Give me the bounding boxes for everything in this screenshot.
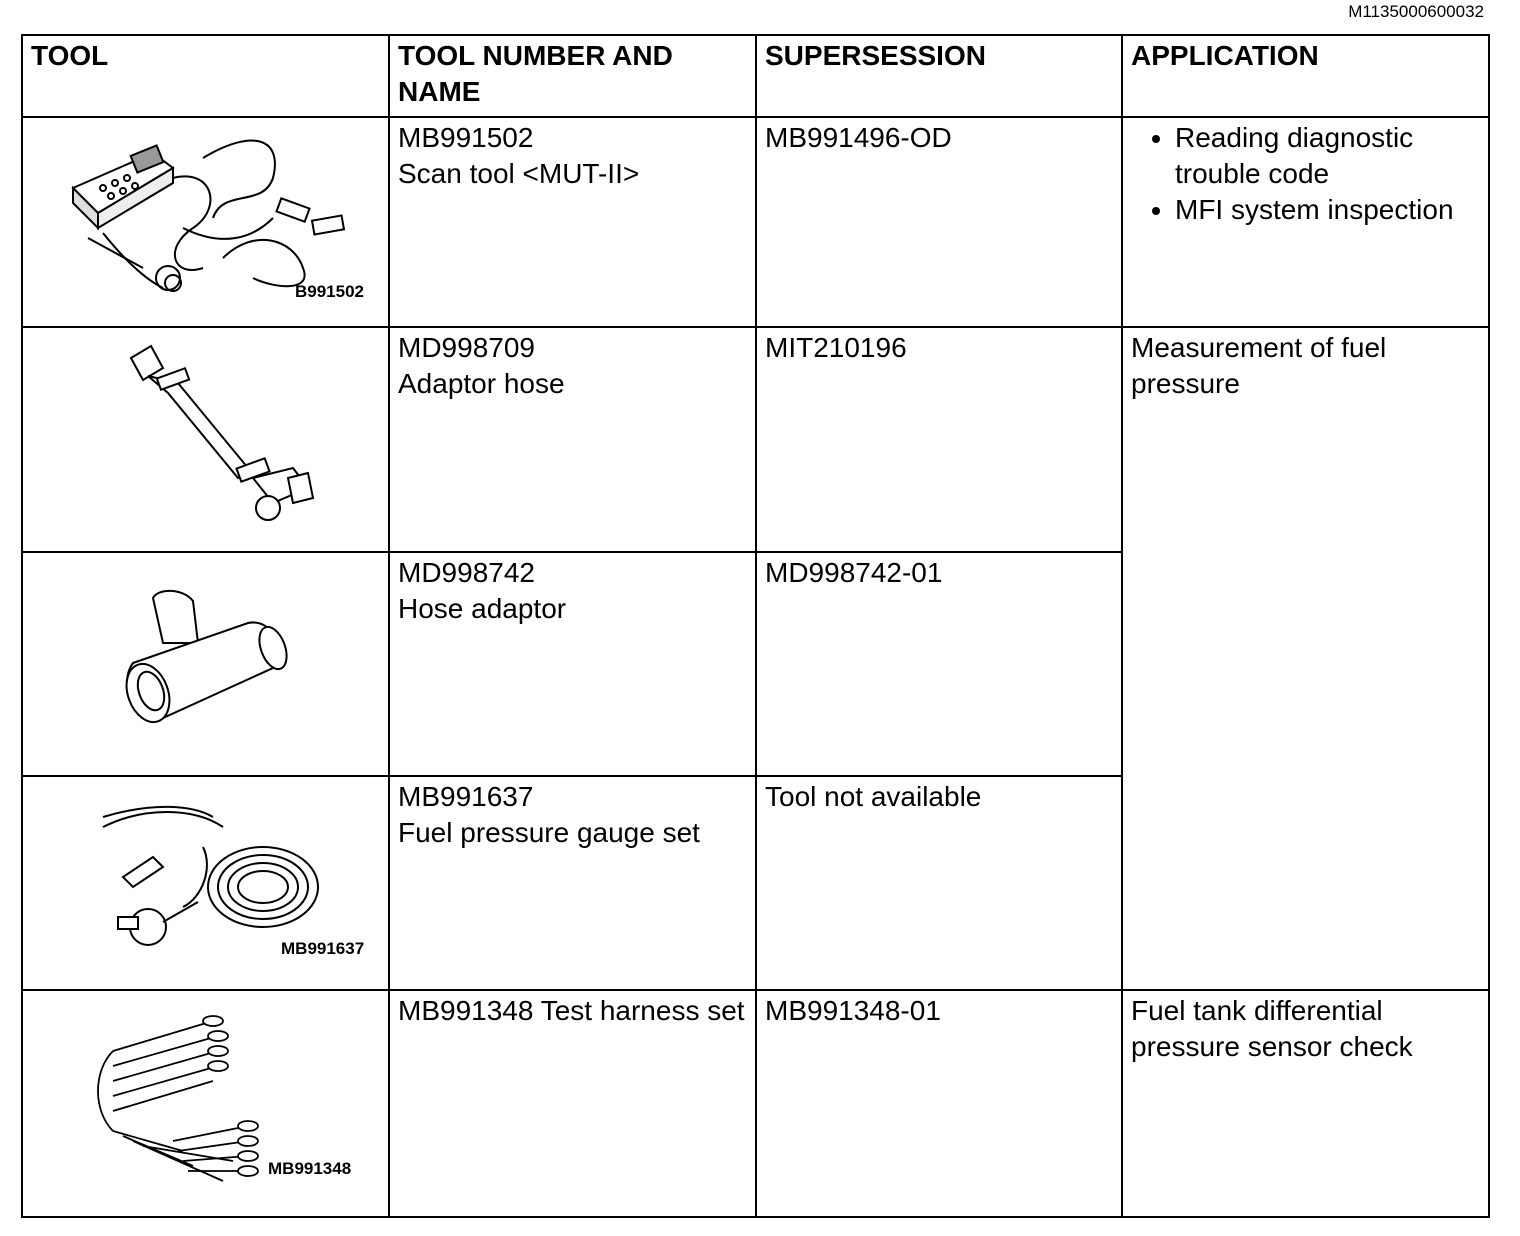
header-application: APPLICATION <box>1122 35 1489 117</box>
header-row <box>22 35 1489 117</box>
header-tool-number: TOOL NUMBER AND NAME <box>389 35 756 117</box>
hose-adaptor-icon <box>23 553 388 775</box>
supersession-value: MB991348-01 <box>765 995 941 1026</box>
header-supersession: SUPERSESSION <box>756 35 1122 117</box>
supersession-value: MD998742-01 <box>765 557 943 588</box>
tool-caption: B991502 <box>295 282 365 301</box>
tool-number-cell <box>389 327 756 552</box>
tool-caption: MB991637 <box>281 939 365 958</box>
special-tools-table <box>21 34 1490 1218</box>
adaptor-hose-icon <box>23 328 388 551</box>
table-row <box>22 327 1489 552</box>
tool-number-cell <box>389 776 756 990</box>
header-tool: TOOL <box>22 35 389 117</box>
tool-name: Hose adaptor <box>398 593 567 624</box>
tool-name: Scan tool <MUT-II> <box>398 158 640 189</box>
table-row <box>22 117 1489 327</box>
supersession-value: MB991496-OD <box>765 122 952 153</box>
application-text: Measurement of fuel pressure <box>1131 332 1387 399</box>
application-cell <box>1122 327 1489 990</box>
tool-number-name: MB991348 Test harness set <box>398 995 745 1026</box>
application-item: • MFI system inspection <box>1175 192 1480 228</box>
hose-adaptor-illustration <box>22 552 389 776</box>
supersession-cell <box>756 117 1122 327</box>
tool-name: Fuel pressure gauge set <box>398 817 700 848</box>
supersession-value: Tool not available <box>765 781 982 812</box>
supersession-cell <box>756 327 1122 552</box>
fuel-pressure-gauge-illustration <box>22 776 389 990</box>
tool-caption: MB991348 <box>268 1159 352 1178</box>
application-cell <box>1122 117 1489 327</box>
tool-number: MD998709 <box>398 332 535 363</box>
tool-number: MB991502 <box>398 122 534 153</box>
tool-number: MB991637 <box>398 781 534 812</box>
table-row <box>22 990 1489 1217</box>
application-text: Fuel tank differential pressure sensor check <box>1131 995 1413 1062</box>
supersession-cell <box>756 776 1122 990</box>
tool-number-cell <box>389 552 756 776</box>
application-cell <box>1122 990 1489 1217</box>
document-id: M1135000600032 <box>1348 2 1484 21</box>
supersession-cell <box>756 990 1122 1217</box>
supersession-cell <box>756 552 1122 776</box>
application-item: • Reading diagnostic trouble code <box>1175 120 1480 192</box>
tool-number-cell <box>389 990 756 1217</box>
tool-name: Adaptor hose <box>398 368 565 399</box>
supersession-value: MIT210196 <box>765 332 907 363</box>
application-list <box>1131 120 1480 228</box>
tool-number-cell <box>389 117 756 327</box>
scan-tool-illustration <box>22 117 389 327</box>
test-harness-icon <box>23 991 388 1216</box>
test-harness-illustration <box>22 990 389 1217</box>
adaptor-hose-illustration <box>22 327 389 552</box>
tool-number: MD998742 <box>398 557 535 588</box>
